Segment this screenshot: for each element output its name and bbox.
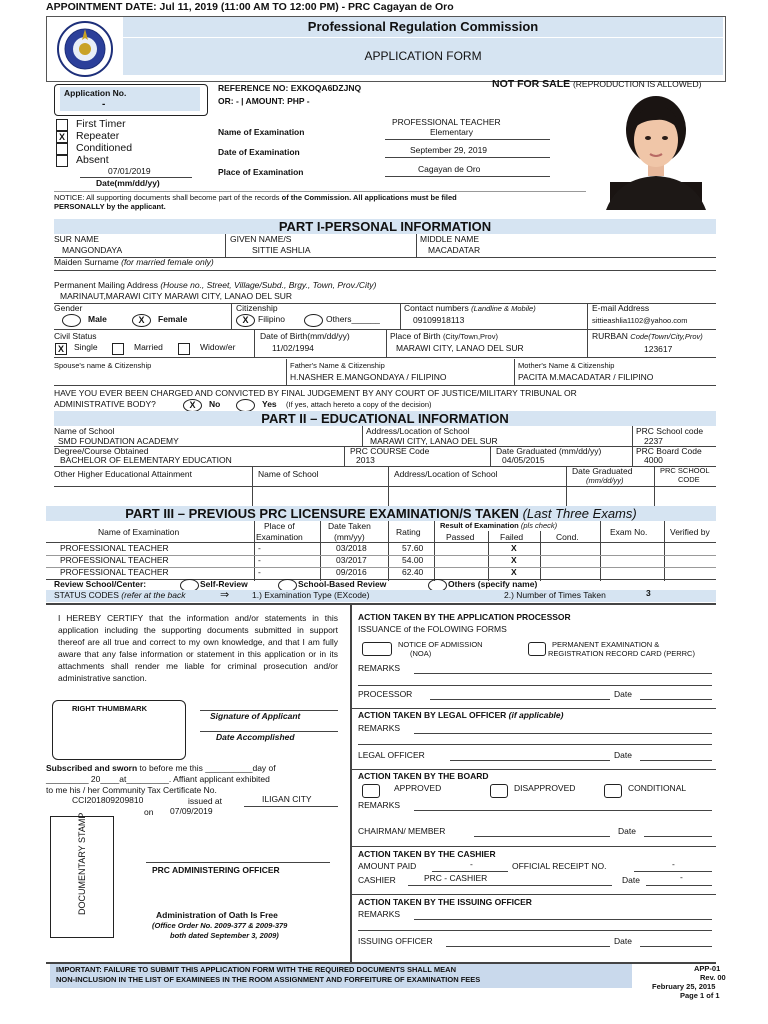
school-address-label: Address/Location of School [366, 426, 470, 436]
charged-question: HAVE YOU EVER BEEN CHARGED AND CONVICTED BY FINAL JUDGEMENT BY ANY COURT OF JUSTICE/MILITARY TRIBUNAL OR [54, 388, 577, 398]
cashier-label: CASHIER [358, 875, 396, 885]
given-name-value: SITTIE ASHLIA [252, 245, 311, 255]
others-citizenship-radio[interactable] [304, 314, 323, 327]
pob-value: MARAWI CITY, LANAO DEL SUR [396, 343, 524, 353]
signature-label: Signature of Applicant [210, 711, 301, 721]
male-radio[interactable] [62, 314, 81, 327]
civil-status-label: Civil Status [54, 331, 97, 341]
repeater-label: Repeater [76, 130, 120, 142]
school-review-label: School-Based Review [298, 579, 387, 589]
email-value: sittieashlia1102@yahoo.com [592, 316, 688, 325]
board-remarks-label: REMARKS [358, 800, 401, 810]
amount-paid-label: AMOUNT PAID [358, 861, 417, 871]
disapproved-checkbox[interactable] [490, 784, 508, 798]
form-date: February 25, 2015 [652, 982, 716, 991]
status-codes-label: STATUS CODES (refer at the back [54, 590, 186, 600]
issued-at-label: issued at [188, 796, 223, 806]
commission-name: Professional Regulation Commission [307, 19, 539, 34]
part-3-title: PART III – PREVIOUS PRC LICENSURE EXAMINATION/S TAKEN (Last Three Exams) [125, 506, 637, 521]
col-verified: Verified by [670, 527, 710, 537]
sworn-line-3: to me his / her Community Tax Certificate No. [46, 785, 217, 795]
middle-name-value: MACADATAR [428, 245, 481, 255]
processor-label: PROCESSOR [358, 689, 413, 699]
row-failed-mark: X [511, 567, 517, 577]
other-education-label: Other Higher Educational Attainment [54, 469, 192, 479]
important-notice: IMPORTANT: FAILURE TO SUBMIT THIS APPLICATION FORM WITH THE REQUIRED DOCUMENTS SHALL MEAN [56, 965, 456, 974]
col-failed: Failed [500, 532, 524, 542]
contact-value: 09109918113 [413, 315, 465, 325]
address-value: MARINAUT,MARAWI CITY MARAWI CITY, LANAO DEL SUR [60, 291, 293, 301]
exam-date-value: September 29, 2019 [410, 145, 488, 155]
address-label: Permanent Mailing Address (House no., Street, Village/Subd., Brgy., Town, Prov./City) [54, 280, 377, 290]
row-failed-mark: X [511, 555, 517, 565]
applicant-photo [588, 92, 724, 210]
mother-value: PACITA M.MACADATAR / FILIPINO [518, 372, 654, 382]
on-date: 07/09/2019 [170, 806, 213, 816]
school-value: SMD FOUNDATION ACADEMY [58, 436, 179, 446]
rurban-value: 123617 [644, 344, 673, 354]
exam-name-value: PROFESSIONAL TEACHER [392, 117, 501, 127]
date-accomplished-label: Date Accomplished [216, 732, 295, 742]
cashier-date-value: - [680, 872, 683, 882]
dob-value: 11/02/1994 [272, 343, 314, 353]
processor-date-label: Date [614, 689, 632, 699]
legal-remarks-label: REMARKS [358, 723, 401, 733]
father-label: Father's Name & Citizenship [290, 361, 385, 370]
first-timer-checkbox[interactable] [56, 119, 68, 131]
noa-label-2: (NOA) [410, 649, 432, 658]
review-center-label: Review School/Center: [54, 579, 147, 589]
conditional-label: CONDITIONAL [628, 783, 687, 793]
chairman-date-label: Date [618, 826, 636, 836]
form-rev: Rev. 00 [700, 973, 726, 982]
filipino-label: Filipino [258, 314, 285, 324]
surname-label: SUR NAME [54, 234, 99, 244]
issuing-remarks-label: REMARKS [358, 909, 401, 919]
charged-question-2: ADMINISTRATIVE BODY? [54, 399, 156, 409]
pob-label: Place of Birth (City/Town,Prov) [390, 331, 498, 341]
part-1-title: PART I-PERSONAL INFORMATION [54, 219, 716, 234]
row-rating: 62.40 [402, 567, 424, 577]
email-label: E-mail Address [592, 303, 650, 313]
male-label: Male [88, 314, 107, 324]
approved-checkbox[interactable] [362, 784, 380, 798]
other-grad-label: Date Graduated [572, 466, 633, 476]
or-amount: OR: - | AMOUNT: PHP - [218, 96, 310, 106]
col-passed: Passed [446, 532, 475, 542]
prc-school-code-value: 2237 [644, 436, 663, 446]
exam-level-value: Elementary [430, 127, 473, 137]
col-date: Date Taken [328, 521, 371, 531]
important-notice-2: NON-INCLUSION IN THE LIST OF EXAMINEES IN THE ROOM ASSIGNMENT AND FORFEITURE OF EXAMINATION FEES [56, 975, 481, 984]
chairman-label: CHAIRMAN/ MEMBER [358, 826, 446, 836]
col-exam-no: Exam No. [610, 527, 648, 537]
board-action-title: ACTION TAKEN BY THE BOARD [358, 771, 489, 781]
issuing-action-title: ACTION TAKEN BY THE ISSUING OFFICER [358, 897, 532, 907]
processor-action-title: ACTION TAKEN BY THE APPLICATION PROCESSOR [358, 612, 571, 622]
status-date-label: Date(mm/dd/yy) [96, 178, 160, 188]
receipt-label: OFFICIAL RECEIPT NO. [512, 861, 607, 871]
first-timer-label: First Timer [76, 118, 126, 130]
not-for-sale: NOT FOR SALE (REPRODUCTION IS ALLOWED) [492, 78, 702, 90]
col-place-2: Examination [256, 532, 303, 542]
status-date-value: 07/01/2019 [108, 166, 151, 176]
row-place: - [258, 543, 261, 553]
row-rating: 57.60 [402, 543, 424, 553]
issuance-label: ISSUANCE of the FOLOWING FORMS [358, 624, 507, 634]
issuing-officer-label: ISSUING OFFICER [358, 936, 433, 946]
part-2-title: PART II – EDUCATIONAL INFORMATION [54, 411, 716, 426]
single-label: Single [74, 342, 98, 352]
father-value: H.NASHER E.MANGONDAYA / FILIPINO [290, 372, 447, 382]
form-code: APP-01 [694, 964, 721, 973]
cashier-action-title: ACTION TAKEN BY THE CASHIER [358, 849, 496, 859]
times-taken-value: 3 [646, 588, 651, 598]
times-taken-label: 2.) Number of Times Taken [504, 590, 606, 600]
charged-yes-note: (If yes, attach hereto a copy of the decision) [286, 400, 432, 409]
sworn-line-1: Subscribed and sworn to before me this __________day of [46, 763, 276, 773]
row-date: 03/2018 [336, 543, 367, 553]
issued-place: ILIGAN CITY [262, 794, 312, 804]
col-date-2: (mm/yy) [334, 532, 365, 542]
contact-label: Contact numbers (Landline & Mobile) [404, 303, 536, 313]
application-no-value: - [102, 99, 106, 110]
legal-action-title: ACTION TAKEN BY LEGAL OFFICER (if applicable) [358, 710, 564, 720]
col-cond: Cond. [556, 532, 579, 542]
given-name-label: GIVEN NAME/S [230, 234, 292, 244]
other-code-label-2: CODE [678, 475, 700, 484]
row-failed-mark: X [511, 543, 517, 553]
school-address-value: MARAWI CITY, LANAO DEL SUR [370, 436, 498, 446]
absent-label: Absent [76, 154, 109, 166]
row-rating: 54.00 [402, 555, 424, 565]
reference-number: REFERENCE NO: EXKOQA6DZJNQ [218, 83, 362, 93]
surname-value: MANGONDAYA [62, 245, 123, 255]
row-exam-name: PROFESSIONAL TEACHER [60, 543, 169, 553]
widower-checkbox[interactable] [178, 343, 190, 355]
notice-line-1: NOTICE: All supporting documents shall become part of the records of the Commission. All applications must be filed [54, 193, 457, 202]
exam-place-value: Cagayan de Oro [418, 164, 481, 174]
row-exam-name: PROFESSIONAL TEACHER [60, 567, 169, 577]
issuing-date-label: Date [614, 936, 632, 946]
conditioned-checkbox[interactable] [56, 143, 68, 155]
prc-seal [52, 20, 118, 78]
repeater-checkbox[interactable]: X [56, 131, 68, 143]
disapproved-label: DISAPPROVED [514, 783, 576, 793]
mother-label: Mother's Name & Citizenship [518, 361, 615, 370]
charged-no-radio[interactable]: X [183, 399, 202, 412]
thumbmark-label: RIGHT THUMBMARK [72, 704, 147, 713]
on-label: on [144, 807, 154, 817]
oath-free-label: Administration of Oath Is Free [156, 910, 278, 920]
charged-yes-label: Yes [262, 399, 277, 409]
married-label: Married [134, 342, 163, 352]
degree-value: BACHELOR OF ELEMENTARY EDUCATION [60, 455, 232, 465]
legal-officer-label: LEGAL OFFICER [358, 750, 425, 760]
course-code-label: PRC COURSE Code [350, 446, 430, 456]
widower-label: Widow/er [200, 342, 236, 352]
other-code-label: PRC SCHOOL [660, 466, 710, 475]
exam-date-label: Date of Examination [218, 147, 300, 157]
school-label: Name of School [54, 426, 115, 436]
row-place: - [258, 555, 261, 565]
married-checkbox[interactable] [112, 343, 124, 355]
col-place: Place of [264, 521, 295, 531]
perrc-label: PERMANENT EXAMINATION & [552, 640, 660, 649]
processor-remarks-label: REMARKS [358, 663, 401, 673]
row-exam-name: PROFESSIONAL TEACHER [60, 555, 169, 565]
sworn-line-2: _________ 20____at_________. Affiant applicant exhibited [46, 774, 270, 784]
self-review-label: Self-Review [200, 579, 248, 589]
date-graduated-label: Date Graduated (mm/dd/yy) [496, 446, 602, 456]
perrc-label-2: REGISTRATION RECORD CARD (PERRC) [548, 649, 695, 658]
cashier-value: PRC - CASHIER [424, 873, 488, 883]
row-date: 03/2017 [336, 555, 367, 565]
board-code-label: PRC Board Code [636, 446, 702, 456]
others-review-label: Others (specify name) [448, 579, 538, 589]
rurban-label: RURBAN Code(Town/City,Prov) [592, 331, 703, 341]
other-school-label: Name of School [258, 469, 319, 479]
amount-paid-value: - [470, 859, 473, 869]
absent-checkbox[interactable] [56, 155, 68, 167]
documentary-stamp-label: DOCUMENTARY STAMP [77, 812, 87, 915]
row-place: - [258, 567, 261, 577]
form-title: APPLICATION FORM [364, 49, 482, 63]
gender-label: Gender [54, 303, 83, 313]
perrc-checkbox[interactable] [528, 642, 546, 656]
exam-name-label: Name of Examination [218, 127, 305, 137]
row-date: 09/2016 [336, 567, 367, 577]
noa-label: NOTICE OF ADMISSION [398, 640, 483, 649]
female-radio[interactable]: X [132, 314, 151, 327]
notice-line-2: PERSONALLY by the applicant. [54, 202, 166, 211]
noa-checkbox[interactable] [362, 642, 392, 656]
oath-note-2: both dated September 3, 2009) [170, 931, 279, 940]
citizenship-label: Citizenship [236, 303, 278, 313]
course-code-value: 2013 [356, 455, 375, 465]
arrow-right-icon: ⇒ [220, 589, 230, 601]
certification-text: I HEREBY CERTIFY that the information and/or statements in this application including the supporting documents submitted in support thereof are all true and correct to my own knowledge, and that I am fully aware that any false information or statement in this application or in its attachments shall render me liable for criminal prosecution and/or administrative sanction. [58, 613, 338, 683]
female-label: Female [158, 314, 188, 324]
approved-label: APPROVED [394, 783, 442, 793]
ctc-number: CCI201809209810 [72, 795, 144, 805]
conditional-checkbox[interactable] [604, 784, 622, 798]
receipt-value: - [672, 859, 675, 869]
dob-label: Date of Birth(mm/dd/yy) [260, 331, 350, 341]
conditioned-label: Conditioned [76, 142, 133, 154]
spouse-label: Spouse's name & Citizenship [54, 361, 152, 370]
legal-date-label: Date [614, 750, 632, 760]
appointment-date: APPOINTMENT DATE: Jul 11, 2019 (11:00 AM TO 12:00 PM) - PRC Cagayan de Oro [46, 1, 454, 13]
form-page: Page 1 of 1 [680, 991, 720, 1000]
cashier-date-label: Date [622, 875, 640, 885]
charged-no-label: No [209, 399, 221, 409]
maiden-label: Maiden Surname (for married female only) [54, 257, 214, 267]
administering-officer: PRC ADMINISTERING OFFICER [152, 865, 280, 875]
col-rating: Rating [396, 527, 421, 537]
prc-school-code-label: PRC School code [636, 426, 704, 436]
degree-label: Degree/Course Obtained [54, 446, 149, 456]
middle-name-label: MIDDLE NAME [420, 234, 480, 244]
other-grad-note: (mm/dd/yy) [586, 476, 624, 485]
col-result: Result of Examination (pls check) [440, 521, 558, 530]
date-graduated-value: 04/05/2015 [502, 455, 545, 465]
others-citizenship-label: Others______ [326, 314, 380, 324]
board-code-value: 4000 [644, 455, 663, 465]
exam-place-label: Place of Examination [218, 167, 304, 177]
application-no-label: Application No. [64, 88, 127, 98]
single-checkbox[interactable]: X [55, 343, 67, 355]
filipino-radio[interactable]: X [236, 314, 255, 327]
other-address-label: Address/Location of School [394, 469, 498, 479]
oath-note-1: (Office Order No. 2009-377 & 2009-379 [152, 921, 288, 930]
col-exam-name: Name of Examination [98, 527, 180, 537]
exam-type-code: 1.) Examination Type (EXcode) [252, 590, 370, 600]
